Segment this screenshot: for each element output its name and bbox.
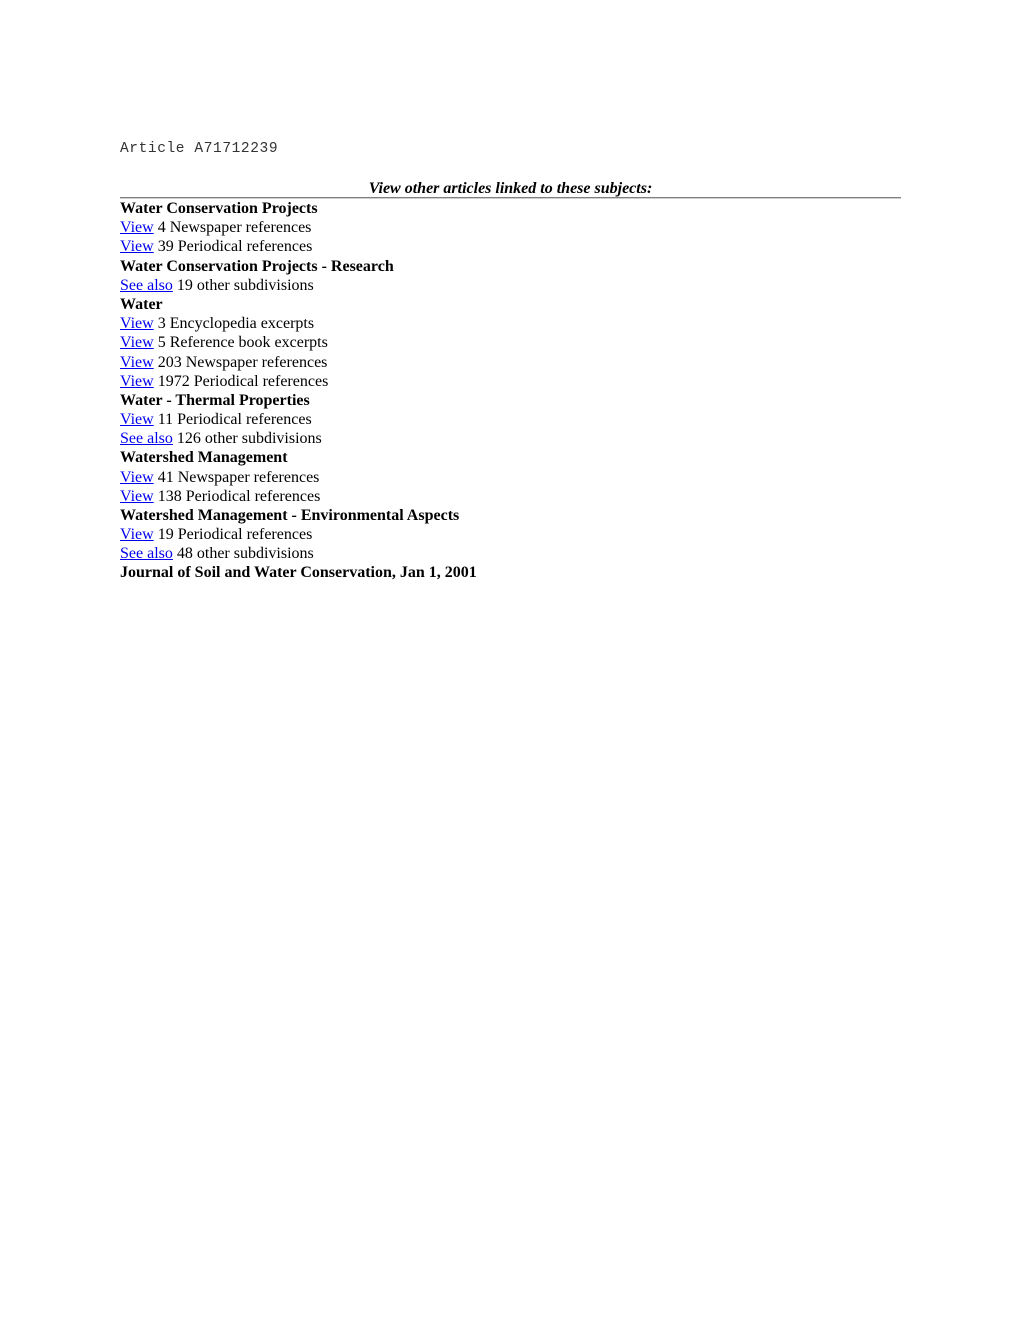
reference-line bbox=[120, 525, 901, 544]
view-link[interactable]: View bbox=[120, 238, 154, 256]
reference-line bbox=[120, 333, 901, 352]
subject-list bbox=[120, 199, 901, 564]
source-citation: Journal of Soil and Water Conservation, Jan 1, 2001 bbox=[120, 563, 477, 581]
reference-line bbox=[120, 314, 901, 333]
view-link[interactable]: View bbox=[120, 334, 154, 352]
view-link[interactable]: View bbox=[120, 315, 154, 333]
reference-line bbox=[120, 353, 901, 372]
reference-count-text: 203 Newspaper references bbox=[153, 353, 328, 371]
linked-subjects-section bbox=[120, 180, 901, 583]
see-also-link[interactable]: See also bbox=[120, 545, 173, 563]
reference-line bbox=[120, 218, 901, 237]
reference-count-text: 138 Periodical references bbox=[153, 487, 321, 505]
subject-heading: Water bbox=[120, 295, 163, 313]
reference-count-text: 39 Periodical references bbox=[153, 238, 313, 256]
see-also-link[interactable]: See also bbox=[120, 430, 173, 448]
see-also-link[interactable]: See also bbox=[120, 276, 173, 294]
reference-line bbox=[120, 410, 901, 429]
view-link[interactable]: View bbox=[120, 468, 154, 486]
subject-heading: Watershed Management bbox=[120, 449, 288, 467]
subject-heading: Watershed Management - Environmental Aspects bbox=[120, 507, 460, 524]
subject-heading: Water - Thermal Properties bbox=[120, 391, 310, 409]
reference-count-text: 5 Reference book excerpts bbox=[153, 334, 328, 352]
reference-count-text: 1972 Periodical references bbox=[153, 372, 329, 390]
reference-count-text: 3 Encyclopedia excerpts bbox=[153, 315, 315, 333]
reference-count-text: 19 Periodical references bbox=[153, 526, 313, 544]
reference-line bbox=[120, 276, 901, 295]
subject-heading: Water Conservation Projects bbox=[120, 200, 318, 217]
reference-line bbox=[120, 468, 901, 487]
reference-line bbox=[120, 544, 901, 563]
reference-count-text: 11 Periodical references bbox=[153, 411, 312, 429]
reference-count-text: 126 other subdivisions bbox=[172, 430, 322, 448]
subject-heading: Water Conservation Projects - Research bbox=[120, 257, 394, 275]
article-id: Article A71712239 bbox=[120, 141, 279, 157]
linked-subjects-heading: View other articles linked to these subjects: bbox=[368, 180, 653, 197]
reference-count-text: 4 Newspaper references bbox=[153, 219, 312, 237]
view-link[interactable]: View bbox=[120, 372, 154, 390]
reference-line bbox=[120, 487, 901, 506]
view-link[interactable]: View bbox=[120, 353, 154, 371]
view-link[interactable]: View bbox=[120, 526, 154, 544]
reference-line bbox=[120, 372, 901, 391]
reference-line bbox=[120, 429, 901, 448]
reference-count-text: 41 Newspaper references bbox=[153, 468, 320, 486]
reference-count-text: 48 other subdivisions bbox=[172, 545, 314, 563]
view-link[interactable]: View bbox=[120, 411, 154, 429]
view-link[interactable]: View bbox=[120, 219, 154, 237]
view-link[interactable]: View bbox=[120, 487, 154, 505]
reference-count-text: 19 other subdivisions bbox=[172, 276, 314, 294]
reference-line bbox=[120, 237, 901, 256]
